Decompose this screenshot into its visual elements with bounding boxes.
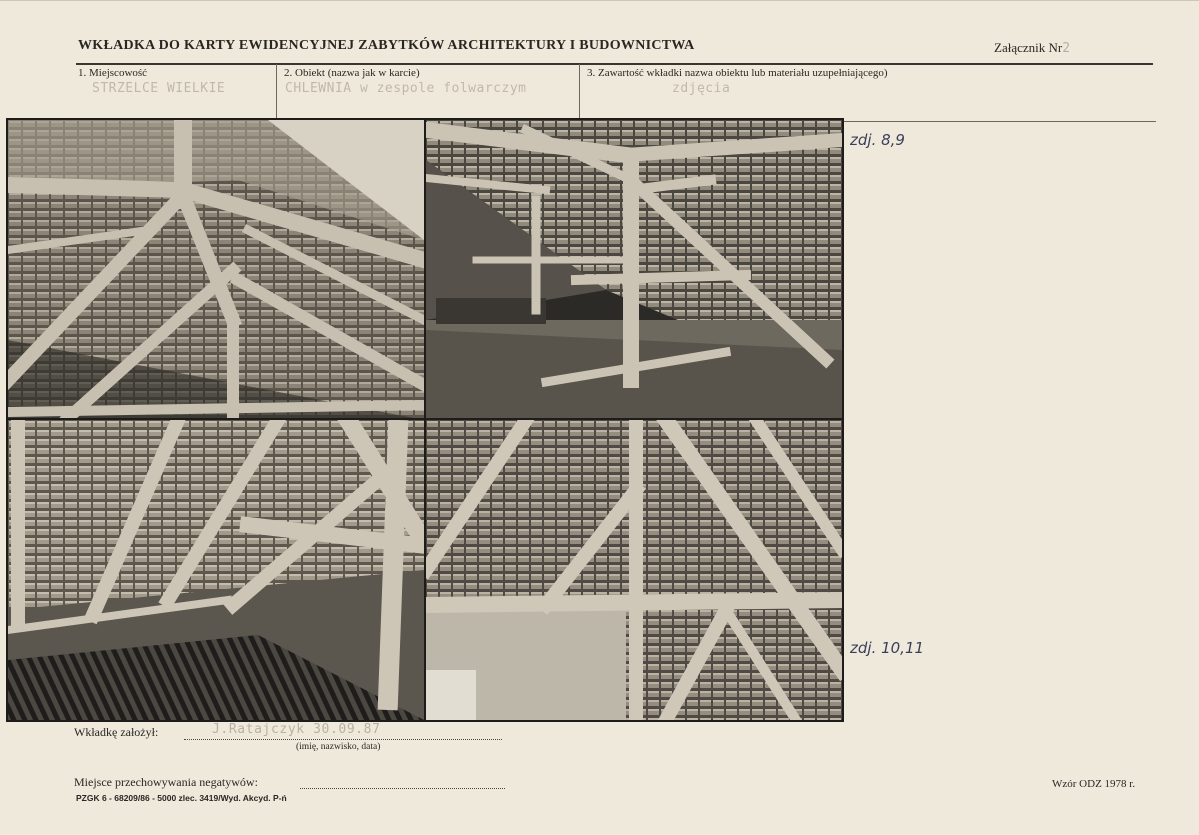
attic-photo-3 — [8, 420, 424, 720]
attic-photo-4 — [426, 420, 842, 720]
annex-number: 2 — [1062, 41, 1071, 56]
negatives-label: Miejsce przechowywania negatywów: — [74, 775, 258, 789]
negatives-dotted-line — [300, 788, 505, 789]
field-separator-1 — [276, 64, 277, 121]
object-label: 2. Obiekt (nazwa jak w karcie) — [284, 67, 420, 79]
founder-dotted-line — [184, 739, 502, 740]
document-title: WKŁADKA DO KARTY EWIDENCYJNEJ ZABYTKÓW ARCHITEKTURY I BUDOWNICTWA — [78, 38, 695, 53]
locality-value: STRZELCE WIELKIE — [92, 81, 226, 96]
annex-label — [994, 40, 1070, 56]
object-value: CHLEWNIA w zespole folwarczym — [285, 81, 527, 96]
field-separator-2 — [579, 64, 580, 121]
photo-number-note-top: zdj. 8,9 — [850, 131, 905, 149]
founder-label: Wkładkę założył: — [74, 725, 159, 739]
print-info: PZGK 6 - 68209/86 - 5000 zlec. 3419/Wyd. Akcyd. P-ń — [76, 793, 287, 803]
attic-photo-1 — [8, 120, 424, 418]
content-value: zdjęcia — [672, 81, 731, 96]
locality-label: 1. Miejscowość — [78, 67, 148, 79]
founder-value: J.Ratajczyk 30.09.87 — [212, 722, 381, 737]
founder-caption: (imię, nazwisko, data) — [296, 742, 381, 752]
attic-photo-2 — [426, 120, 842, 418]
photo-number-note-bottom: zdj. 10,11 — [850, 639, 925, 657]
annex-label-text: Załącznik Nr — [994, 40, 1063, 55]
header-rule — [76, 63, 1153, 65]
content-label: 3. Zawartość wkładki nazwa obiektu lub materiału uzupełniającego) — [587, 67, 888, 79]
template-code: Wzór ODZ 1978 r. — [1052, 778, 1136, 790]
photo-collage — [6, 118, 844, 722]
